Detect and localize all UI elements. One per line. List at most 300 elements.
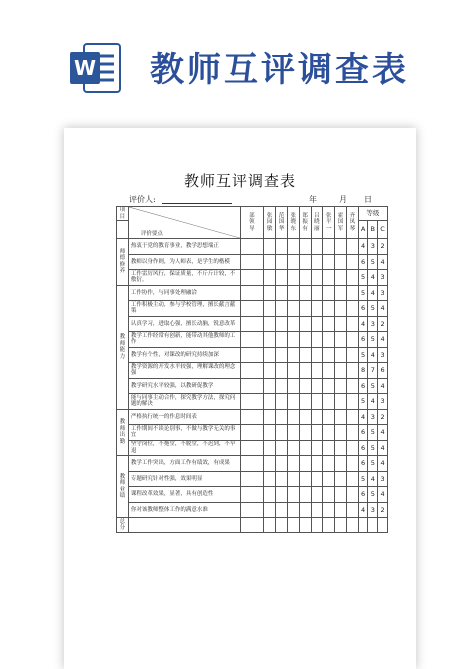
score-cell[interactable]: [299, 270, 311, 286]
score-cell[interactable]: [335, 332, 347, 348]
evaluation-point: 教师以身作则，为人师表，是学生的楷模: [128, 254, 240, 270]
score-cell[interactable]: [311, 239, 323, 255]
grade-b-score: 4: [368, 394, 378, 410]
score-cell[interactable]: [240, 363, 264, 379]
table-row: [117, 239, 388, 255]
grade-a-score: 6: [358, 254, 368, 270]
score-cell[interactable]: [335, 378, 347, 394]
score-cell[interactable]: [264, 409, 276, 425]
evaluation-point: 教学工作经常有创新，能带动其他教师的工作: [128, 332, 240, 348]
table-row: [117, 471, 388, 487]
evaluation-point: 教学有个性，对课改的研究持续加深: [128, 347, 240, 363]
header-rater-name: 部领导: [249, 212, 255, 232]
score-cell[interactable]: [311, 440, 323, 456]
grade-a-score: 6: [358, 332, 368, 348]
score-cell[interactable]: [299, 378, 311, 394]
score-cell[interactable]: [299, 440, 311, 456]
evaluation-point: 教学工作突出，方面工作有绩效，有成果: [128, 456, 240, 472]
category-cell: [117, 285, 129, 409]
score-cell[interactable]: [240, 394, 264, 410]
score-cell[interactable]: [311, 394, 323, 410]
score-cell[interactable]: [299, 502, 311, 518]
score-cell[interactable]: [287, 378, 299, 394]
score-cell[interactable]: [335, 254, 347, 270]
table-row: [117, 301, 388, 317]
score-cell[interactable]: [276, 332, 288, 348]
score-cell[interactable]: [240, 456, 264, 472]
category-cell: [117, 409, 129, 456]
header-grade-a: A: [358, 221, 368, 239]
grade-c-score: 2: [378, 409, 388, 425]
grade-c-score: 3: [378, 471, 388, 487]
header-rater-column: [240, 207, 264, 239]
word-document-icon: [68, 40, 124, 96]
total-score-cell[interactable]: [287, 518, 299, 533]
score-cell[interactable]: [346, 301, 358, 317]
score-cell[interactable]: [264, 502, 276, 518]
grade-a-score: 5: [358, 471, 368, 487]
grade-a-score: 4: [358, 409, 368, 425]
score-cell[interactable]: [240, 270, 264, 286]
score-cell[interactable]: [323, 363, 335, 379]
score-cell[interactable]: [240, 239, 264, 255]
score-cell[interactable]: [240, 378, 264, 394]
total-blank: [128, 518, 240, 533]
score-cell[interactable]: [276, 471, 288, 487]
grade-a-score: 5: [358, 270, 368, 286]
grade-b-score: 5: [368, 440, 378, 456]
header-item-label: 项目: [119, 207, 126, 220]
score-cell[interactable]: [335, 409, 347, 425]
score-cell[interactable]: [323, 471, 335, 487]
table-row: [117, 347, 388, 363]
score-cell[interactable]: [299, 239, 311, 255]
category-cell: [117, 239, 129, 286]
evaluation-point: 工作协作，与同事处理融洽: [128, 285, 240, 301]
date-day-label: 日: [364, 195, 372, 204]
score-cell[interactable]: [335, 363, 347, 379]
score-cell[interactable]: [264, 440, 276, 456]
score-cell[interactable]: [335, 487, 347, 503]
header-rater-name: 郑振有: [302, 212, 308, 232]
score-cell[interactable]: [240, 285, 264, 301]
score-cell[interactable]: [335, 270, 347, 286]
table-row: [117, 332, 388, 348]
score-cell[interactable]: [287, 394, 299, 410]
grade-b-score: 5: [368, 378, 378, 394]
score-cell[interactable]: [299, 363, 311, 379]
grade-b-score: 3: [368, 316, 378, 332]
score-cell[interactable]: [276, 456, 288, 472]
table-row: [117, 409, 388, 425]
grade-a-score: 8: [358, 363, 368, 379]
header-rater-column: [323, 207, 335, 239]
score-cell[interactable]: [240, 502, 264, 518]
grade-a-score: 6: [358, 378, 368, 394]
score-cell[interactable]: [276, 270, 288, 286]
score-cell[interactable]: [264, 378, 276, 394]
score-cell[interactable]: [287, 332, 299, 348]
score-cell[interactable]: [287, 316, 299, 332]
grade-c-score: 4: [378, 332, 388, 348]
score-cell[interactable]: [276, 394, 288, 410]
score-cell[interactable]: [346, 471, 358, 487]
score-cell[interactable]: [287, 301, 299, 317]
score-cell[interactable]: [287, 363, 299, 379]
score-cell[interactable]: [264, 487, 276, 503]
table-row: [117, 425, 388, 441]
score-cell[interactable]: [311, 270, 323, 286]
score-cell[interactable]: [276, 440, 288, 456]
grade-c-score: 3: [378, 285, 388, 301]
table-row: [117, 316, 388, 332]
header-rater-column: [335, 207, 347, 239]
score-cell[interactable]: [311, 347, 323, 363]
evaluation-point: 认真学习，进取心强，擅长动脑，锐意改革: [128, 316, 240, 332]
score-cell[interactable]: [287, 409, 299, 425]
grade-c-score: 4: [378, 254, 388, 270]
score-cell[interactable]: [335, 425, 347, 441]
rater-label: 评价人:: [129, 195, 156, 204]
grade-c-score: 3: [378, 394, 388, 410]
score-cell[interactable]: [299, 316, 311, 332]
score-cell[interactable]: [335, 440, 347, 456]
score-cell[interactable]: [264, 394, 276, 410]
grade-c-score: 2: [378, 239, 388, 255]
table-row: [117, 487, 388, 503]
score-cell[interactable]: [276, 254, 288, 270]
header-rater-name: 张平一: [325, 212, 332, 232]
score-cell[interactable]: [287, 285, 299, 301]
score-cell[interactable]: [335, 502, 347, 518]
score-cell[interactable]: [346, 409, 358, 425]
score-cell[interactable]: [311, 363, 323, 379]
score-cell[interactable]: [299, 425, 311, 441]
score-cell[interactable]: [323, 285, 335, 301]
evaluation-point: 专题研究针对性强，效果明显: [128, 471, 240, 487]
score-cell[interactable]: [311, 332, 323, 348]
score-cell[interactable]: [264, 332, 276, 348]
score-cell[interactable]: [346, 456, 358, 472]
grade-b-score: 5: [368, 425, 378, 441]
score-cell[interactable]: [240, 440, 264, 456]
score-cell[interactable]: [346, 440, 358, 456]
score-cell[interactable]: [240, 471, 264, 487]
score-cell[interactable]: [323, 239, 335, 255]
table-row: [117, 270, 388, 286]
score-cell[interactable]: [276, 239, 288, 255]
score-cell[interactable]: [323, 301, 335, 317]
score-cell[interactable]: [346, 425, 358, 441]
score-cell[interactable]: [311, 456, 323, 472]
score-cell[interactable]: [323, 378, 335, 394]
total-score-cell[interactable]: [358, 518, 368, 533]
grade-a-score: 6: [358, 456, 368, 472]
rater-blank-line: [162, 203, 232, 204]
grade-c-score: 4: [378, 487, 388, 503]
category-label: 师德修养: [119, 248, 126, 275]
grade-c-score: 4: [378, 301, 388, 317]
word-icon-letter: W: [73, 56, 97, 80]
score-cell[interactable]: [323, 456, 335, 472]
score-cell[interactable]: [346, 394, 358, 410]
table-row: [117, 378, 388, 394]
table-header-row: [117, 207, 388, 221]
table-row: [117, 456, 388, 472]
score-cell[interactable]: [276, 347, 288, 363]
score-cell[interactable]: [323, 409, 335, 425]
score-cell[interactable]: [311, 502, 323, 518]
total-score-cell[interactable]: [323, 518, 335, 533]
score-cell[interactable]: [287, 347, 299, 363]
score-cell[interactable]: [240, 301, 264, 317]
evaluation-table: [116, 206, 388, 533]
grade-a-score: 5: [358, 394, 368, 410]
score-cell[interactable]: [240, 254, 264, 270]
score-cell[interactable]: [276, 363, 288, 379]
header-item-cont: [117, 221, 129, 239]
score-cell[interactable]: [311, 301, 323, 317]
score-cell[interactable]: [346, 239, 358, 255]
header-rater-column: [264, 207, 276, 239]
score-cell[interactable]: [240, 487, 264, 503]
score-cell[interactable]: [264, 239, 276, 255]
date-month-label: 月: [339, 195, 347, 204]
score-cell[interactable]: [323, 394, 335, 410]
score-cell[interactable]: [346, 270, 358, 286]
total-score-cell[interactable]: [276, 518, 288, 533]
score-cell[interactable]: [299, 254, 311, 270]
table-row: [117, 440, 388, 456]
header-rater-name: 张园敏: [266, 212, 273, 232]
grade-c-score: 3: [378, 347, 388, 363]
table-row: [117, 285, 388, 301]
grade-b-score: 3: [368, 239, 378, 255]
score-cell[interactable]: [299, 394, 311, 410]
score-cell[interactable]: [311, 285, 323, 301]
total-score-cell[interactable]: [240, 518, 264, 533]
score-cell[interactable]: [299, 301, 311, 317]
score-cell[interactable]: [335, 301, 347, 317]
score-cell[interactable]: [240, 347, 264, 363]
grade-b-score: 3: [368, 409, 378, 425]
header-rater-name: 张晓东: [290, 212, 297, 232]
grade-b-score: 4: [368, 270, 378, 286]
banner-title: 教师互评调查表: [150, 50, 409, 90]
score-cell[interactable]: [287, 502, 299, 518]
score-cell[interactable]: [264, 270, 276, 286]
score-cell[interactable]: [287, 440, 299, 456]
score-cell[interactable]: [346, 502, 358, 518]
total-score-cell[interactable]: [299, 518, 311, 533]
total-cell: [117, 518, 129, 533]
score-cell[interactable]: [240, 425, 264, 441]
score-cell[interactable]: [287, 254, 299, 270]
score-cell[interactable]: [287, 456, 299, 472]
evaluation-point: 坚守岗位，不拖堂，不脱堂，不迟到，不早退: [128, 440, 240, 456]
score-cell[interactable]: [287, 270, 299, 286]
grade-b-score: 3: [368, 502, 378, 518]
score-cell[interactable]: [335, 239, 347, 255]
total-score-cell[interactable]: [346, 518, 358, 533]
score-cell[interactable]: [276, 425, 288, 441]
grade-b-score: 4: [368, 285, 378, 301]
score-cell[interactable]: [264, 456, 276, 472]
score-cell[interactable]: [335, 347, 347, 363]
grade-c-score: 4: [378, 456, 388, 472]
grade-c-score: 4: [378, 440, 388, 456]
score-cell[interactable]: [264, 425, 276, 441]
grade-c-score: 6: [378, 363, 388, 379]
score-cell[interactable]: [311, 487, 323, 503]
header-rater-column: [276, 207, 288, 239]
header-grade: 等级: [358, 207, 387, 221]
score-cell[interactable]: [346, 332, 358, 348]
score-cell[interactable]: [276, 409, 288, 425]
score-cell[interactable]: [264, 363, 276, 379]
score-cell[interactable]: [311, 409, 323, 425]
category-label: 教师业绩: [119, 473, 126, 499]
header-diagonal-cell: [128, 207, 240, 239]
score-cell[interactable]: [323, 316, 335, 332]
score-cell[interactable]: [323, 440, 335, 456]
score-cell[interactable]: [323, 502, 335, 518]
grade-a-score: 4: [358, 239, 368, 255]
header-item: [117, 207, 129, 221]
score-cell[interactable]: [335, 394, 347, 410]
score-cell[interactable]: [335, 471, 347, 487]
table-row: [117, 394, 388, 410]
score-cell[interactable]: [264, 301, 276, 317]
score-cell[interactable]: [287, 471, 299, 487]
evaluation-point: 工作期间不谈论别事，不做与教学无关的事宜: [128, 425, 240, 441]
score-cell[interactable]: [299, 471, 311, 487]
grade-a-score: 5: [358, 347, 368, 363]
score-cell[interactable]: [323, 254, 335, 270]
score-cell[interactable]: [264, 285, 276, 301]
score-cell[interactable]: [240, 409, 264, 425]
header-rater-column: [311, 207, 323, 239]
total-score-cell[interactable]: [378, 518, 388, 533]
total-score-cell[interactable]: [311, 518, 323, 533]
score-cell[interactable]: [264, 347, 276, 363]
total-score-cell[interactable]: [335, 518, 347, 533]
document-title: 教师互评调查表: [183, 172, 296, 190]
score-cell[interactable]: [346, 254, 358, 270]
category-cell: [117, 456, 129, 518]
grade-b-score: 5: [368, 487, 378, 503]
score-cell[interactable]: [335, 456, 347, 472]
score-cell[interactable]: [346, 487, 358, 503]
score-cell[interactable]: [323, 332, 335, 348]
grade-a-score: 4: [358, 316, 368, 332]
score-cell[interactable]: [276, 502, 288, 518]
score-cell[interactable]: [323, 425, 335, 441]
score-cell[interactable]: [264, 254, 276, 270]
grade-b-score: 5: [368, 254, 378, 270]
header-grade-b: B: [368, 221, 378, 239]
score-cell[interactable]: [346, 378, 358, 394]
grade-a-score: 6: [358, 301, 368, 317]
grade-b-score: 4: [368, 471, 378, 487]
grade-c-score: 4: [378, 425, 388, 441]
score-cell[interactable]: [311, 254, 323, 270]
grade-b-score: 5: [368, 301, 378, 317]
score-cell[interactable]: [276, 487, 288, 503]
score-cell[interactable]: [299, 347, 311, 363]
score-cell[interactable]: [276, 316, 288, 332]
total-score-cell[interactable]: [264, 518, 276, 533]
score-cell[interactable]: [346, 363, 358, 379]
table-row: [117, 363, 388, 379]
grade-a-score: 6: [358, 487, 368, 503]
evaluation-point: 热衷于党的教育事业，教学思想端正: [128, 239, 240, 255]
score-cell[interactable]: [276, 378, 288, 394]
evaluation-point: 教学资源的开发水平较强，理解课改的理念强: [128, 363, 240, 379]
score-cell[interactable]: [287, 425, 299, 441]
grade-b-score: 4: [368, 347, 378, 363]
score-cell[interactable]: [346, 347, 358, 363]
score-cell[interactable]: [346, 285, 358, 301]
evaluation-point: 课程改革效果，显著，具有创造性: [128, 487, 240, 503]
grade-b-score: 7: [368, 363, 378, 379]
category-label: 教师出勤: [119, 419, 126, 445]
table-row: [117, 254, 388, 270]
header-grade-c: C: [378, 221, 388, 239]
score-cell[interactable]: [240, 332, 264, 348]
header-points-label: 评价要点: [140, 230, 163, 237]
score-cell[interactable]: [264, 471, 276, 487]
table-row: [117, 502, 388, 518]
grade-c-score: 3: [378, 270, 388, 286]
evaluation-point: 工作积极主动，参与学校管理，擅长献言献策: [128, 301, 240, 317]
header-rater-name: 范国华: [278, 212, 285, 232]
score-cell[interactable]: [311, 425, 323, 441]
score-cell[interactable]: [276, 285, 288, 301]
score-cell[interactable]: [335, 316, 347, 332]
score-cell[interactable]: [346, 316, 358, 332]
header-rater-name: 吕晓丽: [314, 212, 320, 232]
score-cell[interactable]: [311, 378, 323, 394]
score-cell[interactable]: [299, 487, 311, 503]
total-label: 总分: [119, 518, 126, 531]
evaluation-point: 教学研究水平较强，以教研促教学: [128, 378, 240, 394]
score-cell[interactable]: [335, 285, 347, 301]
score-cell[interactable]: [311, 471, 323, 487]
score-cell[interactable]: [311, 316, 323, 332]
score-cell[interactable]: [299, 285, 311, 301]
score-cell[interactable]: [287, 239, 299, 255]
header-rater-name: 霍国军: [337, 212, 344, 232]
evaluation-point: 严格执行统一的作息时间表: [128, 409, 240, 425]
score-cell[interactable]: [323, 347, 335, 363]
score-cell[interactable]: [323, 270, 335, 286]
grade-a-score: 6: [358, 440, 368, 456]
evaluation-point: 你对该教师整体工作的满意水准: [128, 502, 240, 518]
grade-b-score: 5: [368, 456, 378, 472]
score-cell[interactable]: [287, 487, 299, 503]
score-cell[interactable]: [276, 301, 288, 317]
total-score-cell[interactable]: [368, 518, 378, 533]
evaluation-point: 能与同事主动合作，探究教学方法，探究问题的解决: [128, 394, 240, 410]
grade-c-score: 2: [378, 502, 388, 518]
score-cell[interactable]: [299, 332, 311, 348]
score-cell[interactable]: [299, 409, 311, 425]
score-cell[interactable]: [323, 487, 335, 503]
score-cell[interactable]: [299, 456, 311, 472]
score-cell[interactable]: [240, 316, 264, 332]
score-cell[interactable]: [264, 316, 276, 332]
